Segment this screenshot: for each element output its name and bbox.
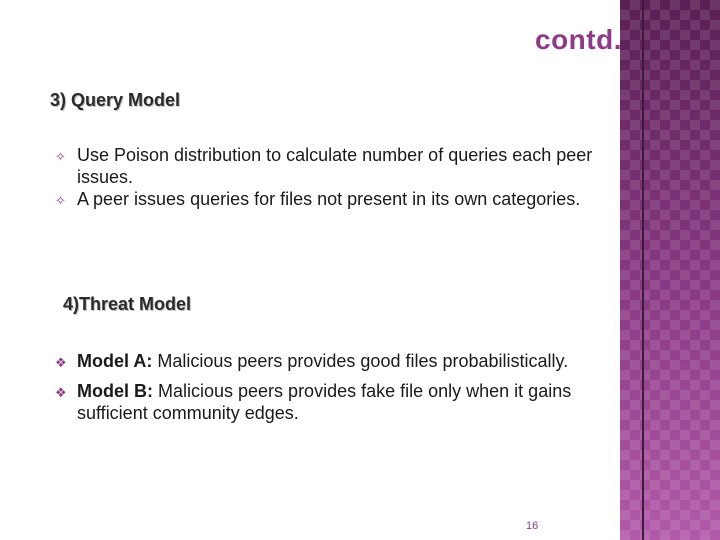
list-item xyxy=(50,188,610,210)
list-item xyxy=(50,350,610,372)
bullet-text: Malicious peers provides good files probabilistically. xyxy=(152,351,569,371)
page-number: 16 xyxy=(526,520,539,532)
section-heading-query-model: 3) Query Model xyxy=(50,90,181,110)
model-label: Model A: xyxy=(77,351,153,371)
list-item xyxy=(50,380,610,424)
diamond-filled-bullet-icon: ❖ xyxy=(55,385,67,400)
bullet-text: Malicious peers provides fake file only when it gains sufficient community edges. xyxy=(77,381,572,423)
slide-title: contd. xyxy=(535,24,622,55)
threat-model-bullet-list xyxy=(50,350,610,432)
diamond-outline-bullet-icon: ✧ xyxy=(55,149,66,164)
diamond-outline-bullet-icon: ✧ xyxy=(55,193,66,208)
model-label: Model B: xyxy=(77,381,153,401)
bullet-text: Use Poison distribution to calculate number of queries each peer issues. xyxy=(77,145,593,187)
side-panel-border xyxy=(642,0,644,540)
diamond-filled-bullet-icon: ❖ xyxy=(55,355,67,370)
query-model-bullet-list xyxy=(50,144,610,210)
bullet-text: A peer issues queries for files not present in its own categories. xyxy=(77,189,581,209)
list-item xyxy=(50,144,610,188)
decorative-side-panel xyxy=(620,0,720,540)
section-heading-threat-model: 4)Threat Model xyxy=(63,294,192,314)
